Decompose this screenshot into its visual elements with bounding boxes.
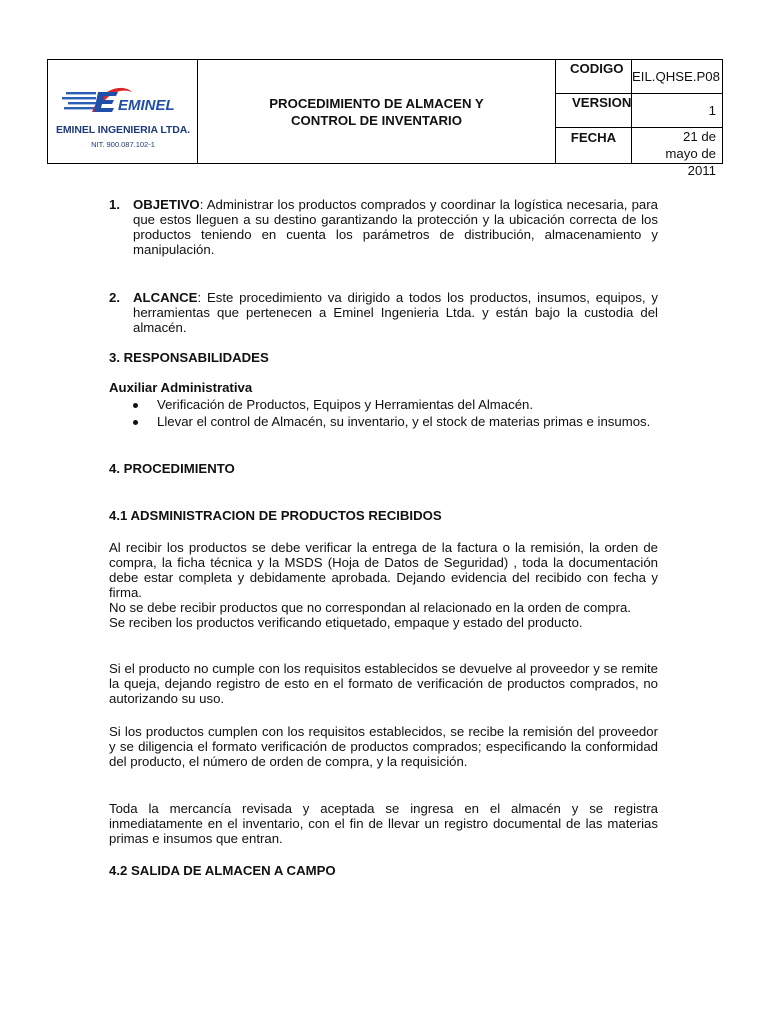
objetivo-heading: OBJETIVO [133, 197, 200, 212]
subsection-4-2-title: 4.2 SALIDA DE ALMACEN A CAMPO [109, 863, 336, 878]
objetivo-text: : Administrar los productos comprados y coordinar la logística necesaria, para que estos lleguen a su destino garantizando la protección y la ubicación correcta de los productos teniendo en cuenta los parámetros de distribución, almacenamiento y manipulación. [133, 197, 658, 257]
responsabilidades-title: 3. RESPONSABILIDADES [109, 350, 269, 365]
objetivo-number: 1. [109, 197, 120, 212]
alcance-text: : Este procedimiento va dirigido a todos los productos, insumos, equipos, y herramientas que pertenecen a Eminel Ingenieria Ltda. y están bajo la custodia del almacén. [133, 290, 658, 335]
logo-nit: NIT. 900.087.102-1 [91, 140, 155, 149]
procedimiento-paragraph-4: Toda la mercancía revisada y aceptada se ingresa en el almacén y se registra inmediatamente en el inventario, con el fin de llevar un registro documental de las materias primas e insumos que entran. [109, 801, 658, 846]
logo-brand-text: EMINEL [118, 97, 175, 114]
list-item-text: Verificación de Productos, Equipos y Herramientas del Almacén. [157, 397, 534, 412]
document-title: PROCEDIMIENTO DE ALMACEN Y CONTROL DE INVENTARIO [269, 95, 484, 128]
bullet-icon [133, 403, 138, 408]
objetivo-paragraph [133, 197, 658, 257]
alcance-heading: ALCANCE [133, 290, 198, 305]
list-item [133, 414, 658, 429]
version-value: 1 [708, 103, 716, 118]
procedimiento-paragraph-1 [109, 540, 658, 630]
meta-row-codigo [556, 60, 722, 94]
procedimiento-title: 4. PROCEDIMIENTO [109, 461, 235, 476]
subsection-4-1-title: 4.1 ADSMINISTRACION DE PRODUCTOS RECIBIDOS [109, 508, 442, 523]
list-item-text: Llevar el control de Almacén, su inventario, y el stock de materias primas e insumos. [157, 414, 651, 429]
paragraph-1-line-a: Al recibir los productos se debe verificar la entrega de la factura o la remisión, la orden de compra, la ficha técnica y la MSDS (Hoja de Datos de Seguridad) , toda la documentación debe estar completa y debidamente aprobada. Dejando evidencia del recibido con fecha y firma. [109, 540, 658, 600]
paragraph-1-line-b: No se debe recibir productos que no correspondan al relacionado en la orden de compra. [109, 600, 631, 615]
meta-row-fecha [556, 128, 722, 178]
logo-cell [48, 60, 198, 163]
paragraph-1-line-c: Se reciben los productos verificando etiquetado, empaque y estado del producto. [109, 615, 583, 630]
responsabilidades-list [133, 397, 658, 429]
document-title-cell [198, 60, 556, 163]
fecha-label: FECHA [556, 128, 632, 163]
document-header-table [47, 59, 723, 178]
procedimiento-paragraph-3: Si los productos cumplen con los requisitos establecidos, se recibe la remisión del proveedor y se diligencia el formato verificación de productos comprados; especificando la conformidad del producto, el número de orden de compra, y la requisición. [109, 724, 658, 769]
eminel-logo-icon [62, 82, 184, 122]
logo-company-name: EMINEL INGENIERIA LTDA. [55, 124, 190, 136]
fecha-value: 21 de mayo de 2011 [665, 129, 716, 178]
list-item [133, 397, 658, 412]
version-label: VERSION [556, 94, 632, 127]
alcance-number: 2. [109, 290, 120, 305]
codigo-value: EIL.QHSE.P08 [632, 69, 720, 84]
procedimiento-paragraph-2: Si el producto no cumple con los requisitos establecidos se devuelve al proveedor y se remite la queja, dejando registro de esto en el formato de verificación de productos comprados, no autorizando su uso. [109, 661, 658, 706]
bullet-icon [133, 420, 138, 425]
meta-row-version [556, 94, 722, 128]
responsabilidades-role: Auxiliar Administrativa [109, 380, 253, 395]
alcance-paragraph [133, 290, 658, 335]
codigo-label: CODIGO [556, 60, 632, 93]
